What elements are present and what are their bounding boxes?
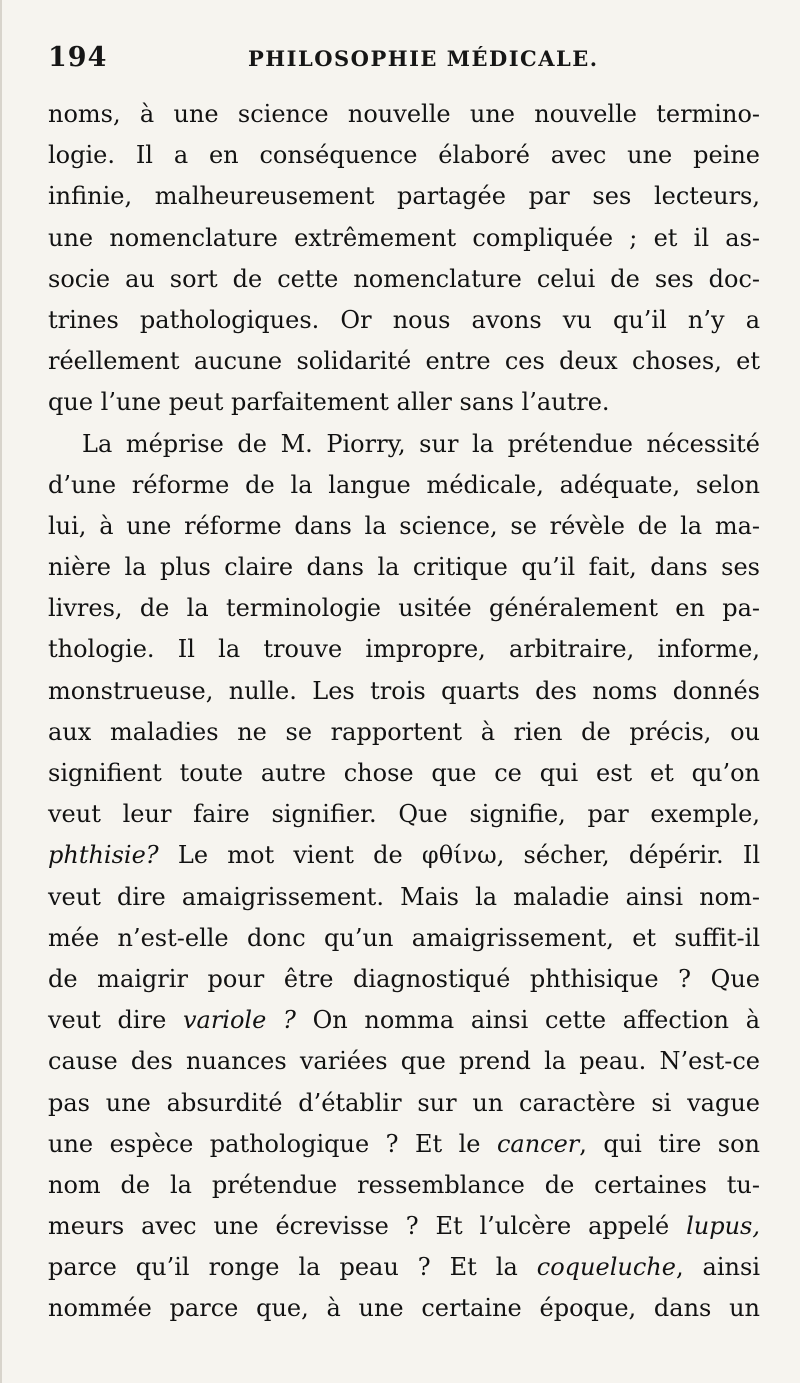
text-line: aux maladies ne se rapportent à rien de précis, ou	[48, 717, 760, 746]
text-line: d’une réforme de la langue médicale, adéquate, selon	[48, 470, 760, 499]
text-line: logie. Il a en conséquence élaboré avec une peine	[48, 141, 760, 170]
text-line: cause des nuances variées que prend la peau. N’est-ce	[48, 1047, 760, 1076]
line-pre: parce qu’il ronge la peau ? Et la	[48, 1253, 537, 1282]
running-title: PHILOSOPHIE MÉDICALE.	[248, 46, 599, 71]
line-rest: , qui tire son	[579, 1129, 760, 1158]
text-line: lui, à une réforme dans la science, se révèle de la ma-	[48, 511, 760, 540]
text-line	[48, 1124, 760, 1165]
running-head	[48, 40, 758, 80]
italic-term: lupus,	[686, 1212, 760, 1241]
text-line	[48, 1247, 760, 1288]
line-rest: On nomma ainsi cette affection à	[295, 1006, 760, 1035]
text-line: trines pathologiques. Or nous avons vu qu’il n’y a	[48, 305, 760, 334]
line-pre: meurs avec une écrevisse ? Et l’ulcère appelé	[48, 1212, 687, 1241]
line-rest: , ainsi	[675, 1253, 760, 1282]
italic-term: cancer	[496, 1129, 580, 1158]
text-line: infinie, malheureusement partagée par ses lecteurs,	[48, 182, 760, 211]
text-line	[48, 1206, 760, 1247]
text-line: nière la plus claire dans la critique qu’il fait, dans ses	[48, 553, 760, 582]
text-line: socie au sort de cette nomenclature celui de ses doc-	[48, 264, 760, 293]
text-line: une nomenclature extrêmement compliquée ; et il as-	[48, 223, 760, 252]
page-number: 194	[48, 42, 108, 73]
body-text	[48, 94, 760, 1326]
text-line: de maigrir pour être diagnostiqué phthisique ? Que	[48, 964, 760, 993]
text-line: nom de la prétendue ressemblance de certaines tu-	[48, 1170, 760, 1199]
text-line	[48, 835, 760, 876]
text-line: thologie. Il la trouve impropre, arbitraire, informe,	[48, 635, 760, 664]
text-line: réellement aucune solidarité entre ces deux choses, et	[48, 347, 760, 376]
text-line: nommée parce que, à une certaine époque, dans un	[48, 1294, 760, 1323]
text-line	[48, 1000, 760, 1041]
text-line: pas une absurdité d’établir sur un caractère si vague	[48, 1088, 760, 1117]
line-rest: Le mot vient de φθίνω, sécher, dépérir. Il	[158, 841, 760, 870]
text-line: veut leur faire signifier. Que signifie, par exemple,	[48, 800, 760, 829]
text-line: monstrueuse, nulle. Les trois quarts des noms donnés	[48, 676, 760, 705]
text-line: signifient toute autre chose que ce qui est et qu’on	[48, 759, 760, 787]
text-line: livres, de la terminologie usitée généralement en pa-	[48, 594, 760, 623]
italic-term: coqueluche	[536, 1253, 676, 1282]
line-pre: une espèce pathologique ? Et le	[48, 1129, 497, 1158]
text-line: mée n’est-elle donc qu’un amaigrissement, et suffit-il	[48, 923, 760, 952]
italic-term: variole ?	[182, 1006, 296, 1035]
text-line: noms, à une science nouvelle une nouvelle termino-	[48, 100, 760, 128]
text-line: que l’une peut parfaitement aller sans l’autre.	[48, 388, 610, 417]
line-pre: veut dire	[48, 1006, 183, 1035]
text-line: La méprise de M. Piorry, sur la prétendue nécessité	[82, 429, 760, 458]
text-line: veut dire amaigrissement. Mais la maladie ainsi nom-	[48, 882, 760, 911]
italic-term: phthisie?	[48, 841, 159, 870]
